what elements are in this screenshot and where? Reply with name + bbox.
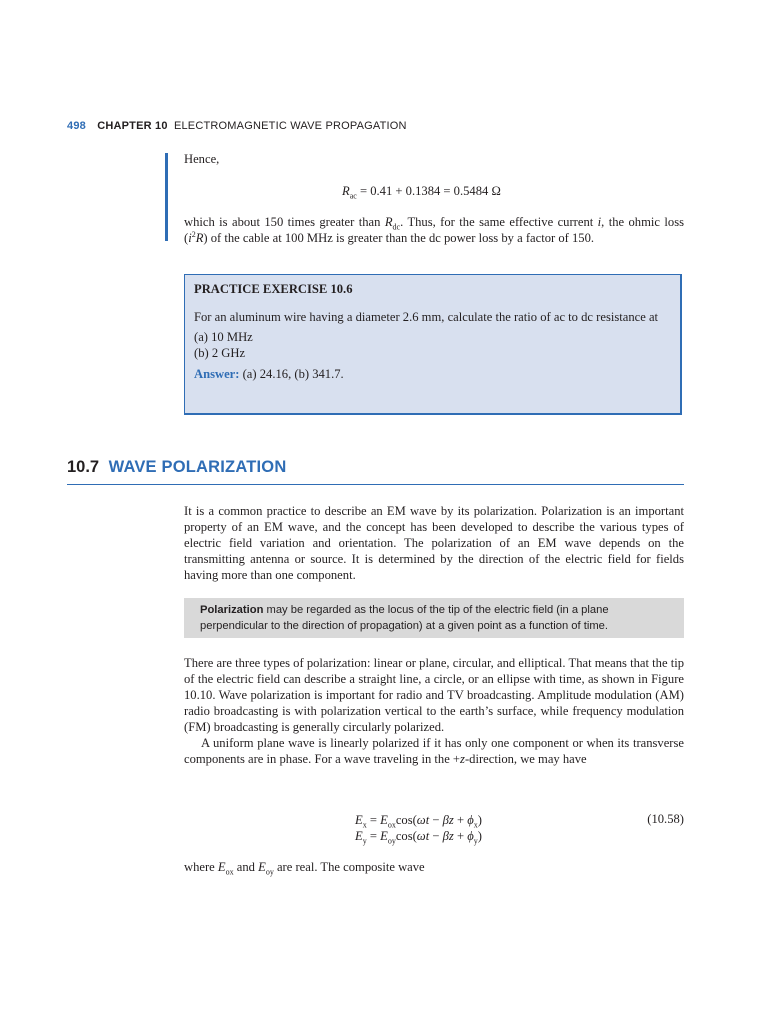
practice-exercise-box	[184, 274, 682, 415]
current-variable: i	[597, 215, 602, 229]
eq-symbol: E	[258, 860, 266, 874]
eq-text: cos(	[395, 813, 417, 827]
eq-symbol: E	[380, 813, 388, 827]
running-head	[67, 120, 407, 132]
eq-subscript: ox	[387, 820, 396, 830]
paragraph-text: It is a common practice to describe an EM wave by its polarization. Polarization is an important property of an EM wave, and the concept has been developed to describe the various types of electric field variation and orientation. The polarization of an EM wave depends on the transmitting antenna or source. It is determined by the direction of the electric field for fields having more than one component.	[184, 504, 684, 582]
rac-value: = 0.41 + 0.1384 = 0.5484 Ω	[356, 184, 501, 198]
example-conclusion-paragraph	[184, 214, 684, 246]
definition-term: Polarization	[200, 604, 264, 616]
text-run: ) of the cable at 100 MHz is greater than the dc power loss by a factor of 150.	[203, 231, 595, 245]
i2r-r: R	[195, 231, 204, 245]
paragraph-linear	[184, 735, 684, 767]
chapter-label: CHAPTER 10	[97, 120, 168, 132]
hence-text: Hence,	[184, 152, 220, 166]
eq-symbol: E	[355, 813, 363, 827]
text-run: . Thus, for the same effective current	[400, 215, 598, 229]
eq-subscript: x	[362, 820, 367, 830]
eq-subscript: ox	[225, 867, 234, 877]
paragraph-where	[184, 859, 684, 875]
practice-exercise-answer	[194, 367, 671, 382]
z-variable: z	[460, 752, 465, 766]
practice-exercise-parts	[194, 329, 671, 361]
section-heading	[67, 458, 684, 485]
rac-symbol: R	[342, 184, 350, 198]
answer-label: Answer:	[194, 367, 240, 381]
eq-subscript: y	[362, 836, 367, 846]
eq-symbol: E	[355, 829, 363, 843]
eq-symbol: βz	[442, 829, 454, 843]
eq-text: )	[477, 829, 482, 843]
text-run: and	[233, 860, 259, 874]
paragraph-types	[184, 655, 684, 767]
eq-text: )	[477, 813, 482, 827]
eq-operator: +	[453, 813, 468, 827]
rac-equation	[342, 184, 501, 199]
eq-equals: =	[366, 813, 381, 827]
practice-exercise-title: PRACTICE EXERCISE 10.6	[194, 282, 353, 296]
rdc-subscript: dc	[392, 222, 401, 232]
equation-number: (10.58)	[647, 812, 684, 826]
definition-text: may be regarded as the locus of the tip of the electric field (in a plane perpendicular to the direction of propagation) at a given point as a function of time.	[200, 604, 609, 632]
practice-exercise-question: For an aluminum wire having a diameter 2.6 mm, calculate the ratio of ac to dc resistance at	[194, 310, 659, 324]
text-run: -direction, we may have	[464, 752, 587, 766]
answer-text: (a) 24.16, (b) 341.7.	[239, 367, 344, 381]
paragraph-polarization	[184, 503, 684, 583]
eq-symbol: ωt	[416, 829, 430, 843]
eq-symbol: ϕ	[467, 829, 474, 843]
eq-operator: +	[453, 829, 468, 843]
part-a: (a) 10 MHz	[194, 330, 253, 344]
equation-10-58	[184, 812, 684, 846]
rac-subscript: ac	[349, 191, 357, 201]
text-run: where	[184, 860, 218, 874]
paragraph-text: There are three types of polarization: linear or plane, circular, and elliptical. That means that the tip of the electric field can describe a straight line, a circle, or an ellipse with time, as shown in Figure 10.10. Wave polarization is important for radio and TV broadcasting. Amplitude modulation (AM) radio broadcasting is with polarization vertical to the earth’s surface, while frequency modulation (FM) broadcasting is generally circularly polarized.	[184, 656, 684, 734]
eq-symbol: E	[217, 860, 226, 874]
eq-text: cos(	[395, 829, 417, 843]
text-run: , the ohmic loss (	[184, 215, 684, 245]
i2r-i: i	[188, 231, 192, 245]
equation-line-ex	[355, 812, 482, 828]
eq-subscript: oy	[387, 836, 396, 846]
eq-symbol: ϕ	[467, 813, 474, 827]
page-number: 498	[67, 120, 86, 132]
section-title: WAVE POLARIZATION	[108, 458, 287, 476]
eq-operator: −	[429, 813, 443, 827]
example-side-bar	[165, 153, 168, 241]
eq-subscript: y	[473, 836, 478, 846]
eq-operator: −	[429, 829, 443, 843]
i2r-exponent: 2	[191, 229, 196, 239]
eq-symbol: ωt	[416, 813, 430, 827]
eq-equals: =	[366, 829, 381, 843]
eq-subscript: oy	[265, 867, 274, 877]
definition-box	[184, 598, 684, 638]
section-number: 10.7	[67, 458, 100, 476]
text-run: A uniform plane wave is linearly polarized if it has only one component or when its transverse components are in phase. For a wave traveling in the +	[184, 736, 684, 766]
text-run: are real. The composite wave	[273, 860, 425, 874]
equation-lines	[355, 812, 482, 844]
chapter-title: ELECTROMAGNETIC WAVE PROPAGATION	[173, 120, 407, 132]
eq-subscript: x	[473, 820, 478, 830]
equation-line-ey	[355, 828, 482, 844]
eq-symbol: E	[380, 829, 388, 843]
rdc-symbol: R	[384, 215, 393, 229]
text-run: which is about 150 times greater than	[184, 215, 385, 229]
eq-symbol: βz	[442, 813, 454, 827]
part-b: (b) 2 GHz	[194, 346, 246, 360]
